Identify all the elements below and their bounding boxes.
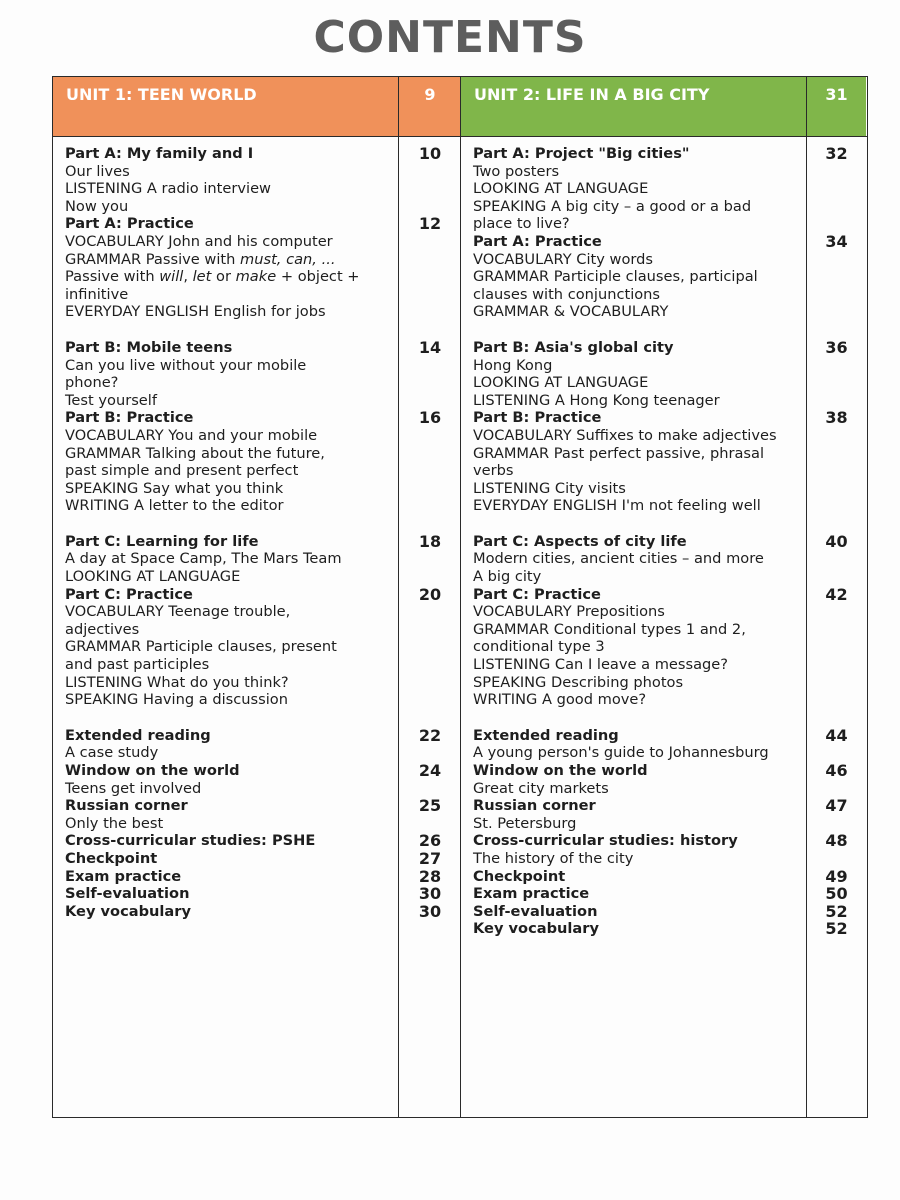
section-heading: Russian corner <box>65 797 188 815</box>
section-heading: Part A: Practice <box>65 215 194 233</box>
entry: LOOKING AT LANGUAGE <box>65 568 241 586</box>
entry-italic: make <box>235 268 277 286</box>
page-number: 16 <box>418 408 442 428</box>
entry: phone? <box>65 374 119 392</box>
page-number: 30 <box>418 901 442 921</box>
page-number: 34 <box>825 231 848 251</box>
unit2-header <box>461 77 807 136</box>
page-number: 10 <box>418 144 442 163</box>
entry: infinitive <box>65 285 129 303</box>
spacer <box>65 321 360 339</box>
entry: EVERYDAY ENGLISH English for jobs <box>65 303 326 321</box>
entry: St. Petersburg <box>473 814 577 832</box>
page-number: 24 <box>418 761 442 780</box>
section-heading: Key vocabulary <box>473 920 599 938</box>
section-heading: Part C: Learning for life <box>65 532 259 550</box>
page-number: 52 <box>825 919 848 939</box>
section-heading: Part C: Practice <box>65 585 193 603</box>
page-number: 47 <box>825 796 848 816</box>
entry: LISTENING Can I leave a message? <box>473 656 729 674</box>
page-number: 25 <box>418 796 442 816</box>
entry: Can you live without your mobile <box>65 356 307 374</box>
unit2-entries <box>473 145 777 938</box>
section-heading: Cross-curricular studies: history <box>473 832 738 850</box>
page-title: CONTENTS <box>313 12 587 63</box>
unit1-entries <box>65 145 360 920</box>
entry: Great city markets <box>473 779 609 797</box>
unit2-page-numbers <box>807 145 866 938</box>
entry-text: or <box>211 268 236 286</box>
page-number: 49 <box>825 866 848 886</box>
spacer <box>65 515 360 533</box>
page-number: 32 <box>825 144 848 163</box>
page-number: 36 <box>825 337 848 357</box>
entry: LISTENING City visits <box>473 479 626 497</box>
section-heading: Part A: Practice <box>473 232 602 250</box>
page-number: 28 <box>418 866 442 886</box>
entry-italic: let <box>192 268 212 286</box>
section-heading: Part B: Mobile teens <box>65 338 233 356</box>
entry-italic: will <box>159 268 184 286</box>
page-number: 12 <box>418 214 442 234</box>
page-number: 27 <box>418 848 442 868</box>
page-number: 30 <box>418 884 442 904</box>
section-heading: Part C: Practice <box>473 585 601 603</box>
entry: Modern cities, ancient cities – and more <box>473 550 764 568</box>
contents-table <box>52 76 868 1118</box>
entry: Two posters <box>473 162 560 180</box>
page-number <box>399 198 461 216</box>
page-number: 18 <box>418 531 442 551</box>
section-heading: Checkpoint <box>65 849 158 867</box>
section-heading: Part A: My family and I <box>65 145 254 162</box>
section-heading: Exam practice <box>473 885 590 903</box>
page-number: 26 <box>418 831 442 851</box>
page-number: 40 <box>825 531 848 551</box>
entry: GRAMMAR Talking about the future, <box>65 444 325 462</box>
entry: VOCABULARY City words <box>473 250 654 268</box>
entry-text: GRAMMAR Passive with <box>65 250 240 268</box>
entry: place to live? <box>473 215 570 233</box>
section-heading: Part B: Practice <box>65 409 194 427</box>
entry: SPEAKING Having a discussion <box>65 691 288 709</box>
section-heading: Extended reading <box>65 726 211 744</box>
entry: VOCABULARY Suffixes to make adjectives <box>473 426 777 444</box>
section-heading: Part A: Project "Big cities" <box>473 145 690 162</box>
entry: A young person's guide to Johannesburg <box>473 744 769 762</box>
section-heading: Russian corner <box>473 797 596 815</box>
page-number: 14 <box>418 337 442 357</box>
spacer <box>473 709 777 727</box>
entry: GRAMMAR Participle clauses, present <box>65 638 337 656</box>
entry: VOCABULARY You and your mobile <box>65 426 318 444</box>
page-number: 20 <box>418 584 442 604</box>
entry: A big city <box>473 568 542 586</box>
section-heading: Part B: Practice <box>473 409 602 427</box>
entry: clauses with conjunctions <box>473 285 661 303</box>
entry: VOCABULARY Prepositions <box>473 603 665 621</box>
entry: Test yourself <box>65 391 157 409</box>
section-heading: Part C: Aspects of city life <box>473 532 687 550</box>
entry: Hong Kong <box>473 356 553 374</box>
entry: SPEAKING Say what you think <box>65 479 284 497</box>
spacer <box>65 709 360 727</box>
section-heading: Window on the world <box>65 762 240 779</box>
section-heading: Cross-curricular studies: PSHE <box>65 832 316 850</box>
entry: The history of the city <box>473 849 634 867</box>
entry-text: + object + <box>276 268 360 286</box>
page-number: 46 <box>825 761 848 780</box>
entry: SPEAKING A big city – a good or a bad <box>473 197 752 215</box>
page-number: 52 <box>825 901 848 921</box>
entry: LISTENING A Hong Kong teenager <box>473 391 720 409</box>
entry: Teens get involved <box>65 779 202 797</box>
unit1-header-page-cell <box>399 77 461 136</box>
entry: Our lives <box>65 162 130 180</box>
spacer <box>473 515 777 533</box>
entry <box>65 251 360 269</box>
entry: GRAMMAR & VOCABULARY <box>473 303 669 321</box>
page-number: 50 <box>825 884 848 904</box>
entry: past simple and present perfect <box>65 462 299 480</box>
entry: SPEAKING Describing photos <box>473 673 684 691</box>
entry: GRAMMAR Conditional types 1 and 2, <box>473 620 746 638</box>
entry: adjectives <box>65 620 140 638</box>
unit2-header-page-cell <box>807 77 866 136</box>
entry-text: , <box>183 268 193 286</box>
section-heading: Self-evaluation <box>473 902 598 920</box>
entry: VOCABULARY Teenage trouble, <box>65 603 291 621</box>
entry: conditional type 3 <box>473 638 605 656</box>
entry: verbs <box>473 462 514 480</box>
page-number <box>399 180 461 198</box>
section-heading: Key vocabulary <box>65 902 191 920</box>
entry-italic: must, can, ... <box>240 250 336 268</box>
section-heading: Checkpoint <box>473 867 566 885</box>
entry: WRITING A good move? <box>473 691 647 709</box>
page-number: 48 <box>825 831 848 851</box>
unit1-header <box>53 77 399 136</box>
page-number <box>399 163 461 181</box>
page-number: 38 <box>825 408 848 428</box>
unit2-title: UNIT 2: LIFE IN A BIG CITY <box>474 85 710 104</box>
entry: Now you <box>65 197 129 215</box>
page-number: 22 <box>418 725 442 745</box>
page-number: 42 <box>825 584 848 604</box>
entry: VOCABULARY John and his computer <box>65 232 333 250</box>
unit2-page: 31 <box>825 85 848 104</box>
entry <box>65 268 360 286</box>
entry: A day at Space Camp, The Mars Team <box>65 550 342 568</box>
page-number: 44 <box>825 725 848 745</box>
spacer <box>473 321 777 339</box>
unit1-title: UNIT 1: TEEN WORLD <box>66 85 257 104</box>
entry: EVERYDAY ENGLISH I'm not feeling well <box>473 497 761 515</box>
unit1-page-numbers <box>399 145 461 920</box>
section-heading: Part B: Asia's global city <box>473 338 674 356</box>
section-heading: Window on the world <box>473 762 648 779</box>
entry: LISTENING What do you think? <box>65 673 289 691</box>
entry: LOOKING AT LANGUAGE <box>473 180 649 198</box>
entry: LISTENING A radio interview <box>65 180 271 198</box>
section-heading: Self-evaluation <box>65 885 190 903</box>
entry: WRITING A letter to the editor <box>65 497 284 515</box>
entry-text: Passive with <box>65 268 160 286</box>
entry: Only the best <box>65 814 164 832</box>
entry: GRAMMAR Participle clauses, participal <box>473 268 758 286</box>
section-heading: Exam practice <box>65 867 182 885</box>
unit1-page: 9 <box>424 85 436 104</box>
entry: GRAMMAR Past perfect passive, phrasal <box>473 444 764 462</box>
entry: LOOKING AT LANGUAGE <box>473 374 649 392</box>
section-heading: Extended reading <box>473 726 619 744</box>
entry: and past participles <box>65 656 210 674</box>
entry: A case study <box>65 744 159 762</box>
